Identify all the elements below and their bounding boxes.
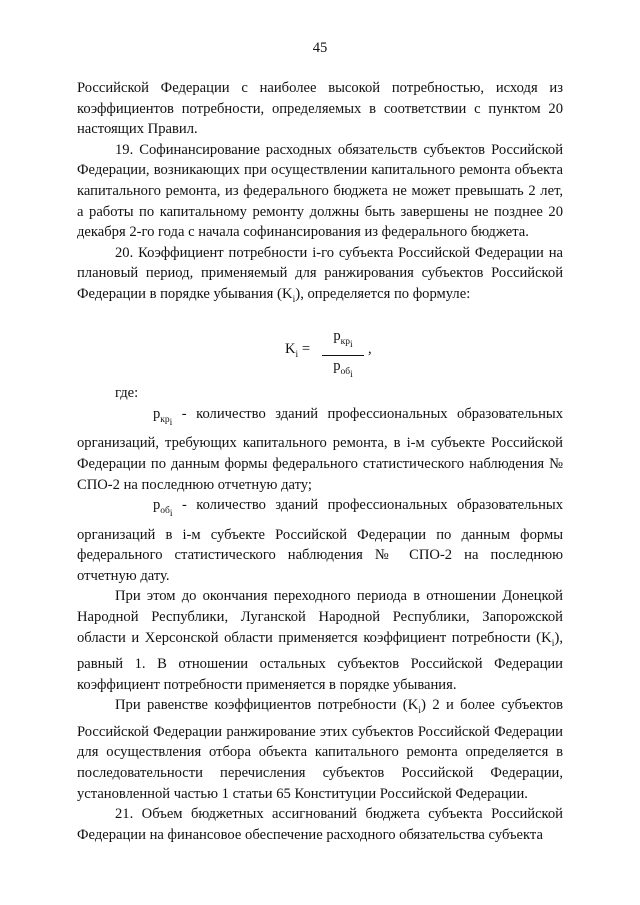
paragraph-transitional: При этом до окончания переходного периода в отношении Донецкой Народной Республики, Луганской Народной Республики, Запорожской области и Херсонской области применяется коэффициент потребности $(K_i)$, равный 1. В отношении остальных субъектов Российской Федерации коэффициент потребности применяется в порядке убывания. bbox=[77, 588, 564, 693]
paragraph-20 bbox=[77, 243, 563, 311]
paragraph-19: 19. Софинансирование расходных обязательств субъектов Российской Федерации, возникающих при осуществлении капитального ремонта объекта капитального ремонта, из федерального бюджета не может превышать 2 лет, а работы по капитальному ремонту должны быть завершены не позднее 20 декабря 2-го года с начала софинансирования из федерального бюджета. bbox=[77, 141, 563, 241]
formula-fraction bbox=[322, 327, 364, 384]
k-i-symbol: $(K_i)$ bbox=[536, 629, 560, 649]
definition-p-kr bbox=[77, 404, 563, 495]
coefficient-formula bbox=[77, 317, 563, 381]
p-kr-symbol: $p_{кр_i}$ bbox=[153, 406, 173, 428]
formula-numerator: $p_{кр_i}$ bbox=[333, 328, 353, 351]
paragraph-equality: При равенстве коэффициентов потребности $(K_i)$ 2 и более субъектов Российской Федерации ранжирование этих субъектов Российской Федерации для осуществления отбора объекта капитального ремонта определяется в последовательности перечисления субъектов Российской Федерации, установленной частью 1 статьи 65 Конституции Российской Федерации. bbox=[77, 697, 564, 802]
paragraph-continuation: Российской Федерации с наиболее высокой потребностью, исходя из коэффициентов потребности, определяемых в соответствии с пунктом 20 настоящих Правил. bbox=[77, 80, 563, 138]
definition-p-kr-text: - количество зданий профессиональных образовательных организаций, требующих капитального ремонта, в i-м субъекте Российской Федерации по данным формы федерального статистического наблюдения № СПО-2 на последнюю отчетную дату; bbox=[77, 406, 563, 493]
paragraph-20-text: 20. Коэффициент потребности i-го субъекта Российской Федерации на плановый период, применяемый для ранжирования субъектов Российской Федерации в порядке убывания bbox=[77, 244, 563, 302]
definition-p-ob-text: - количество зданий профессиональных образовательных организаций в i-м субъекте Российской Федерации по данным формы федерального статистического наблюдения № СПО-2 на последнюю отчетную дату. bbox=[77, 497, 563, 584]
k-i-symbol: $(K_i)$ bbox=[277, 285, 301, 305]
formula-lhs: $K_i$ = bbox=[285, 341, 311, 361]
k-i-symbol: $(K_i)$ bbox=[402, 697, 426, 717]
fraction-bar bbox=[322, 355, 364, 356]
where-label: где: bbox=[115, 385, 139, 402]
p-ob-symbol: $p_{об_i}$ bbox=[153, 497, 173, 519]
definition-p-ob bbox=[77, 495, 563, 586]
formula-denominator: $p_{об_i}$ bbox=[333, 358, 353, 381]
page-number: 45 bbox=[312, 40, 328, 56]
formula-comma: , bbox=[368, 341, 372, 358]
paragraph-20-text-end: , определяется по формуле: bbox=[300, 285, 471, 302]
document-body bbox=[77, 78, 563, 845]
paragraph-21: 21. Объем бюджетных ассигнований бюджета субъекта Российской Федерации на финансовое обеспечение расходного обязательства субъекта bbox=[77, 806, 563, 843]
